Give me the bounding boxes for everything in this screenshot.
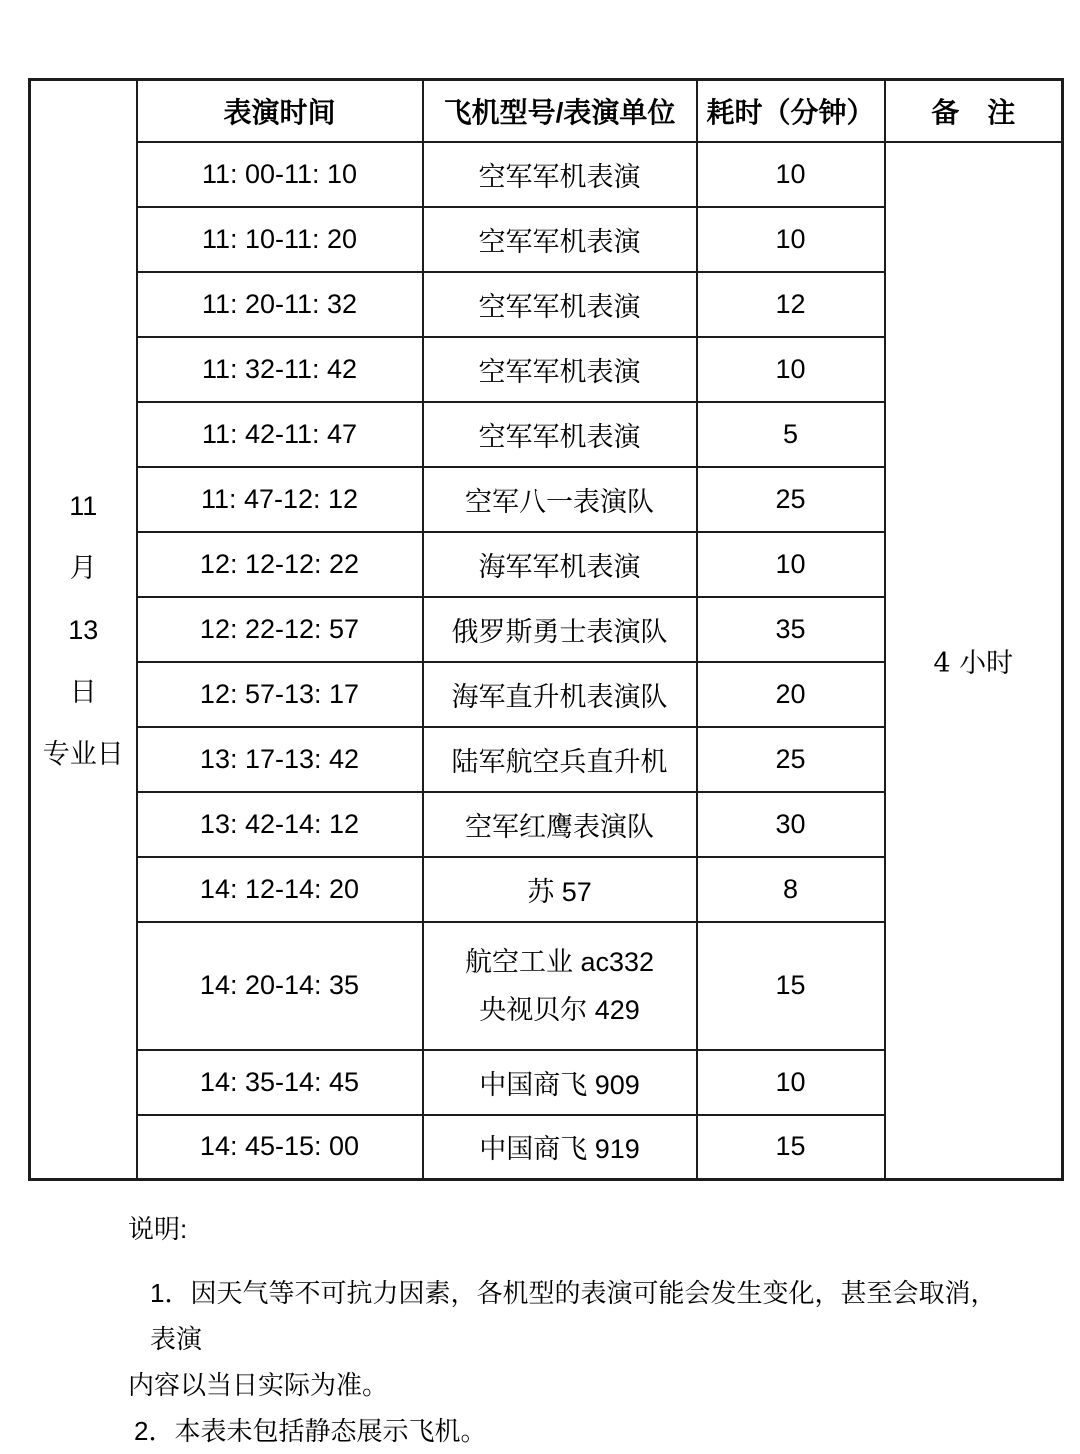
date-line: 13 <box>68 614 99 645</box>
unit-cell: 空军军机表演 <box>423 272 697 337</box>
time-cell: 11: 47-12: 12 <box>137 467 423 532</box>
minutes-cell: 15 <box>697 922 885 1050</box>
time-cell: 12: 57-13: 17 <box>137 662 423 727</box>
date-line: 日 <box>69 676 97 707</box>
unit-cell <box>423 922 697 1050</box>
minutes-cell: 25 <box>697 467 885 532</box>
minutes-cell: 30 <box>697 792 885 857</box>
unit-cell: 中国商飞 909 <box>423 1050 697 1115</box>
date-line: 月 <box>69 552 97 583</box>
unit-line-2: 央视贝尔 429 <box>479 994 640 1025</box>
unit-cell: 中国商飞 919 <box>423 1115 697 1180</box>
minutes-cell: 10 <box>697 207 885 272</box>
time-cell: 14: 20-14: 35 <box>137 922 423 1050</box>
unit-cell: 空军军机表演 <box>423 337 697 402</box>
notes-title: 说明: <box>128 1214 188 1244</box>
table-row <box>30 142 1063 207</box>
time-cell: 11: 42-11: 47 <box>137 402 423 467</box>
minutes-cell: 8 <box>697 857 885 922</box>
note-item-2: 2．本表未包括静态展示飞机。 <box>134 1416 487 1446</box>
time-cell: 11: 32-11: 42 <box>137 337 423 402</box>
minutes-cell: 10 <box>697 532 885 597</box>
note-item-1-line2: 内容以当日实际为准。 <box>128 1370 389 1400</box>
unit-cell: 空军军机表演 <box>423 142 697 207</box>
minutes-cell: 10 <box>697 1050 885 1115</box>
header-unit: 飞机型号/表演单位 <box>423 80 697 142</box>
unit-cell: 空军红鹰表演队 <box>423 792 697 857</box>
minutes-cell: 12 <box>697 272 885 337</box>
remark-cell: 4 小时 <box>885 142 1063 1180</box>
airshow-schedule-table <box>28 78 1064 1181</box>
header-duration: 耗时（分钟） <box>697 80 885 142</box>
minutes-cell: 15 <box>697 1115 885 1180</box>
header-time: 表演时间 <box>137 80 423 142</box>
minutes-cell: 25 <box>697 727 885 792</box>
date-column-cell <box>30 80 137 1180</box>
time-cell: 14: 45-15: 00 <box>137 1115 423 1180</box>
minutes-cell: 5 <box>697 402 885 467</box>
notes-section <box>128 1212 1008 1454</box>
date-line: 专业日 <box>42 738 124 769</box>
unit-cell: 俄罗斯勇士表演队 <box>423 597 697 662</box>
minutes-cell: 35 <box>697 597 885 662</box>
time-cell: 13: 17-13: 42 <box>137 727 423 792</box>
unit-cell: 空军军机表演 <box>423 207 697 272</box>
header-remark: 备 注 <box>885 80 1063 142</box>
unit-cell: 空军八一表演队 <box>423 467 697 532</box>
note-item-1-line1: 1．因天气等不可抗力因素，各机型的表演可能会发生变化，甚至会取消， 表演 <box>150 1278 997 1354</box>
unit-cell: 海军直升机表演队 <box>423 662 697 727</box>
unit-cell: 苏 57 <box>423 857 697 922</box>
time-cell: 12: 12-12: 22 <box>137 532 423 597</box>
minutes-cell: 10 <box>697 337 885 402</box>
time-cell: 14: 12-14: 20 <box>137 857 423 922</box>
unit-cell: 空军军机表演 <box>423 402 697 467</box>
time-cell: 11: 20-11: 32 <box>137 272 423 337</box>
minutes-cell: 10 <box>697 142 885 207</box>
time-cell: 13: 42-14: 12 <box>137 792 423 857</box>
time-cell: 11: 00-11: 10 <box>137 142 423 207</box>
date-line: 11 <box>69 490 98 521</box>
minutes-cell: 20 <box>697 662 885 727</box>
unit-cell: 陆军航空兵直升机 <box>423 727 697 792</box>
time-cell: 14: 35-14: 45 <box>137 1050 423 1115</box>
header-row <box>30 80 1063 142</box>
time-cell: 11: 10-11: 20 <box>137 207 423 272</box>
time-cell: 12: 22-12: 57 <box>137 597 423 662</box>
unit-line-1: 航空工业 ac332 <box>464 946 655 977</box>
unit-cell: 海军军机表演 <box>423 532 697 597</box>
